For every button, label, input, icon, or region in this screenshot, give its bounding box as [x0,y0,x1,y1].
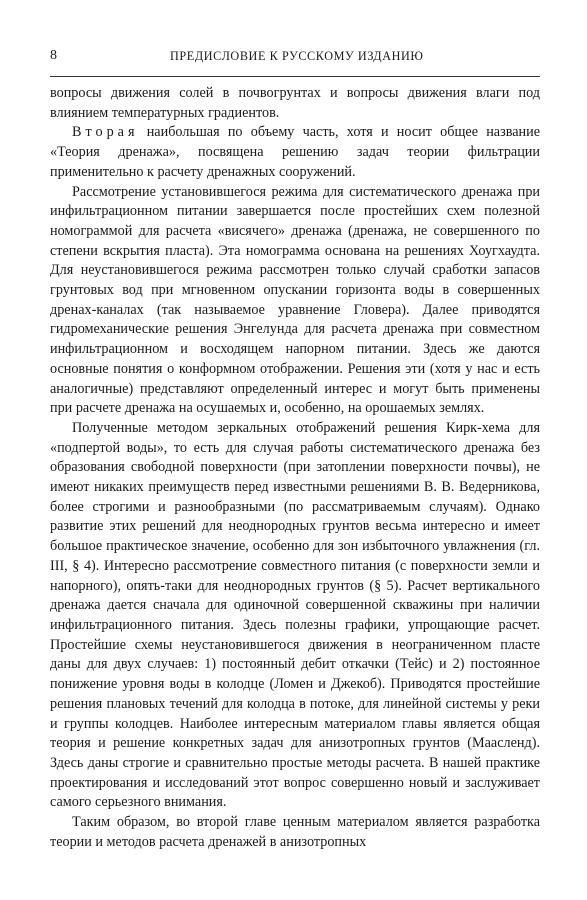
page-header [50,46,540,66]
paragraph-4 [50,419,540,813]
paragraph-1 [50,84,540,123]
paragraph-5 [50,813,540,852]
paragraph-text: наибольшая по объему часть, хотя и носит общее название «Теория дренажа», посвящена решению задач теории фильтрации применительно к расчету дренажных сооружений. [50,124,540,180]
paragraph-text: Полученные методом зеркальных отображений решения Кирк-хема для «подпертой воды», то есть для случая работы систематического дренажа без образования свободной поверхности (при затоплении поверхности почвы), не имеют никаких преимуществ перед известными решениями В. В. Ведерникова, более строгими и разнообразными (по рассматриваемым случаям). Однако развитие этих решений для неоднородных грунтов весьма интересно и имеет большое практическое значение, особенно для зон избыточного увлажнения (гл. III, § 4). Интересно рассмотрение совместного питания (с поверхности земли и напорного), опять-таки для неоднородных грунтов (§ 5). Расчет вертикального дренажа дается сначала для одиночной совершенной скважины при наличии инфильтрационного питания. Здесь полезны графики, упрощающие расчет. Простейшие схемы неустановившегося движения в неограниченном пласте даны для двух случаев: 1) постоянный дебит откачки (Тейс) и 2) постоянное понижение уровня воды в колодце (Ломен и Джекоб). Приводятся простейшие решения плановых течений для колодца в потоке, для линейной системы у реки и группы колодцев. Наиболее интересным материалом главы является общая теория и решение конкретных задач для анизотропных грунтов (Маасленд). Здесь даны строгие и сравнительно простые методы расчета. В нашей практике проектирования и исследований этот вопрос совершенно новый и заслуживает самого серьезного внимания. [50,419,540,811]
page-body [50,84,540,852]
paragraph-text: Таким образом, во второй главе ценным материалом является разработка теории и методов расчета дренажей в анизотропных [50,814,540,850]
spaced-lead-word: Вторая [72,124,139,141]
paragraph-text: вопросы движения солей в почвогрунтах и вопросы движения влаги под влиянием температурных градиентов. [50,85,540,121]
running-head: ПРЕДИСЛОВИЕ К РУССКОМУ ИЗДАНИЮ [170,49,424,63]
paragraph-2 [50,123,540,182]
paragraph-text: Рассмотрение установившегося режима для систематического дренажа при инфильтрационном питании завершается после простейших схем полезной номограммой для расчета «висячего» дренажа (дренажа, не совершенного по степени вскрытия пласта). Эта номограмма основана на решениях Хоугхаудта. Для неустановившегося режима рассмотрен только случай сработки запасов грунтовых вод при мгновенном опускании горизонта воды в совершенных дренах-каналах (так называемое уравнение Гловера). Далее приводятся гидромеханические решения Энгелунда для расчета дренажа при совместном инфильтрационном и восходящем напорном питании. Здесь же даются основные понятия о конформном отображении. Решения эти (хотя у нас и есть аналогичные) представляют определенный интерес и могут быть применены при расчете дренажа на осушаемых и, особенно, на орошаемых землях. [50,183,540,417]
header-rule [50,76,540,77]
paragraph-3 [50,183,540,419]
page-number: 8 [50,48,57,63]
